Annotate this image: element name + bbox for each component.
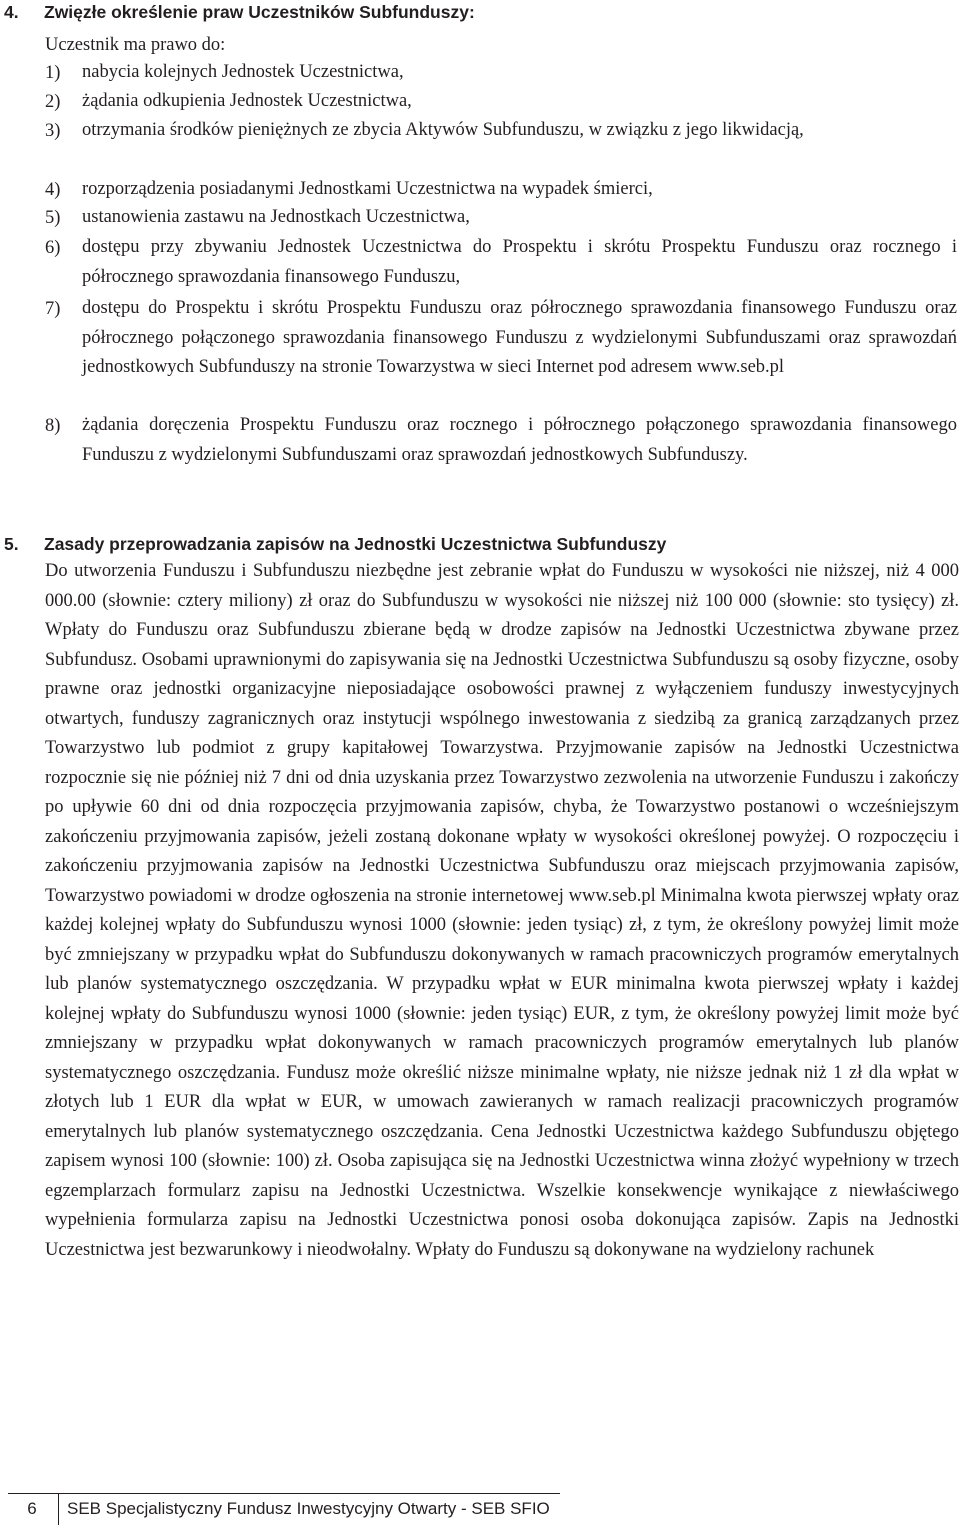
list-item-number: 3) — [45, 121, 61, 141]
footer-divider — [58, 1493, 59, 1525]
page-footer — [0, 1493, 960, 1525]
section-number: 4. — [4, 2, 19, 22]
footer-title: SEB Specjalistyczny Fundusz Inwestycyjny Otwarty - SEB SFIO — [67, 1499, 550, 1518]
list-item-text: otrzymania środków pieniężnych ze zbycia Aktywów Subfunduszu, w związku z jego likwidacją, — [82, 120, 804, 140]
list-item-number: 7) — [45, 299, 61, 319]
section-5-body: Do utworzenia Funduszu i Subfunduszu niezbędne jest zebranie wpłat do Funduszu w wysokości nie niższej, niż 4 000 000.00 (słownie: cztery miliony) zł oraz do Subfunduszu w wysokości nie niższej niż 100 000 (słownie: sto tysięcy) zł. Wpłaty do Funduszu oraz Subfunduszu zbierane będą w drodze zapisów na Jednostki Uczestnictwa zbywane przez Subfundusz. Osobami uprawnionymi do zapisywania się na Jednostki Uczestnictwa Subfunduszu są osoby fizyczne, osoby prawne oraz jednostki organizacyjne nieposiadające osobowości prawnej z wyłączeniem funduszy inwestycyjnych otwartych, funduszy zagranicznych oraz instytucji wspólnego inwestowania z siedzibą za granicą zarządzanych przez Towarzystwo lub podmiot z grupy kapitałowej Towarzystwa. Przyjmowanie zapisów na Jednostki Uczestnictwa rozpocznie się nie później niż 7 dni od dnia uzyskania przez Towarzystwo zezwolenia na utworzenie Funduszu i zakończy po upływie 60 dni od dnia rozpoczęcia przyjmowania zapisów, chyba, że Towarzystwo postanowi o wcześniejszym zakończeniu przyjmowania zapisów, jeżeli zostaną dokonane wpłaty w wysokości określonej powyżej. O rozpoczęciu i zakończeniu przyjmowania zapisów na Jednostki Uczestnictwa Subfunduszu oraz miejscach przyjmowania zapisów, Towarzystwo powiadomi w drodze ogłoszenia na stronie internetowej www.seb.pl Minimalna kwota pierwszej wpłaty oraz każdej kolejnej wpłaty do Subfunduszu wynosi 1000 (słownie: jeden tysiąc) zł, z tym, że określony powyżej limit może być zmniejszany w przypadku wpłat do Subfunduszu dokonywanych w ramach pracowniczych programów emerytalnych lub planów systematycznego oszczędzania. W przypadku wpłat w EUR minimalna kwota pierwszej wpłaty i każdej kolejnej wpłaty do Subfunduszu wynosi 1000 (słownie: jeden tysiąc) EUR, z tym, że określony powyżej limit może być zmniejszany w przypadku wpłat dokonywanych w ramach pracowniczych programów emerytalnych lub planów systematycznego oszczędzania. Fundusz może określić niższe minimalne wpłaty, nie niższe jednak niż 1 zł dla wpłat w złotych lub 1 EUR dla wpłat w EUR, w umowach zawieranych w ramach realizacji pracowniczych programów emerytalnych lub planów systematycznego oszczędzania. Cena Jednostki Uczestnictwa każdego Subfunduszu objętego zapisem wynosi 100 (słownie: 100) zł. Osoba zapisująca się na Jednostki Uczestnictwa winna złożyć wypełniony w trzech egzemplarzach formularz zapisu na Jednostki Uczestnictwa. Wszelkie konsekwencje wynikające z niewłaściwego wypełnienia formularza zapisu na Jednostki Uczestnictwa ponosi osoba dokonująca zapisów. Zapis na Jednostki Uczestnictwa jest bezwarunkowy i nieodwołalny. Wpłaty do Funduszu są dokonywane na wydzielony rachunek — [45, 561, 959, 1260]
list-item-text: rozporządzenia posiadanymi Jednostkami Uczestnictwa na wypadek śmierci, — [82, 179, 653, 199]
section-number: 5. — [4, 534, 19, 554]
list-item-text: dostępu przy zbywaniu Jednostek Uczestnictwa do Prospektu i skrótu Prospektu Funduszu oraz rocznego i półrocznego sprawozdania finansowego Funduszu, — [82, 237, 957, 287]
list-item-text: nabycia kolejnych Jednostek Uczestnictwa, — [82, 62, 404, 82]
section-4-intro: Uczestnik ma prawo do: — [45, 35, 226, 55]
list-item-number: 6) — [45, 238, 61, 258]
section-title: Zwięzłe określenie praw Uczestników Subfunduszy: — [44, 2, 475, 22]
list-item-number: 2) — [45, 92, 61, 112]
footer-rule — [8, 1493, 560, 1494]
list-item-text: żądania odkupienia Jednostek Uczestnictwa, — [82, 91, 412, 111]
list-item-text: ustanowienia zastawu na Jednostkach Uczestnictwa, — [82, 207, 470, 227]
list-item-text: żądania doręczenia Prospektu Funduszu oraz rocznego i półrocznego połączonego sprawozdania finansowego Funduszu z wydzielonymi Subfunduszami oraz sprawozdań jednostkowych Subfunduszy. — [82, 415, 957, 465]
list-item-text: dostępu do Prospektu i skrótu Prospektu Funduszu oraz półrocznego sprawozdania finansowego Funduszu oraz półrocznego połączonego sprawozdania finansowego Funduszu z wydzielonymi Subfunduszami oraz sprawozdań jednostkowych Subfunduszy na stronie Towarzystwa w sieci Internet pod adresem www.seb.pl — [82, 298, 957, 377]
section-title: Zasady przeprowadzania zapisów na Jednostki Uczestnictwa Subfunduszy — [44, 534, 667, 554]
list-item-number: 4) — [45, 180, 61, 200]
page-number: 6 — [27, 1499, 37, 1518]
list-item-number: 1) — [45, 63, 61, 83]
list-item-number: 8) — [45, 416, 61, 436]
list-item-number: 5) — [45, 208, 61, 228]
